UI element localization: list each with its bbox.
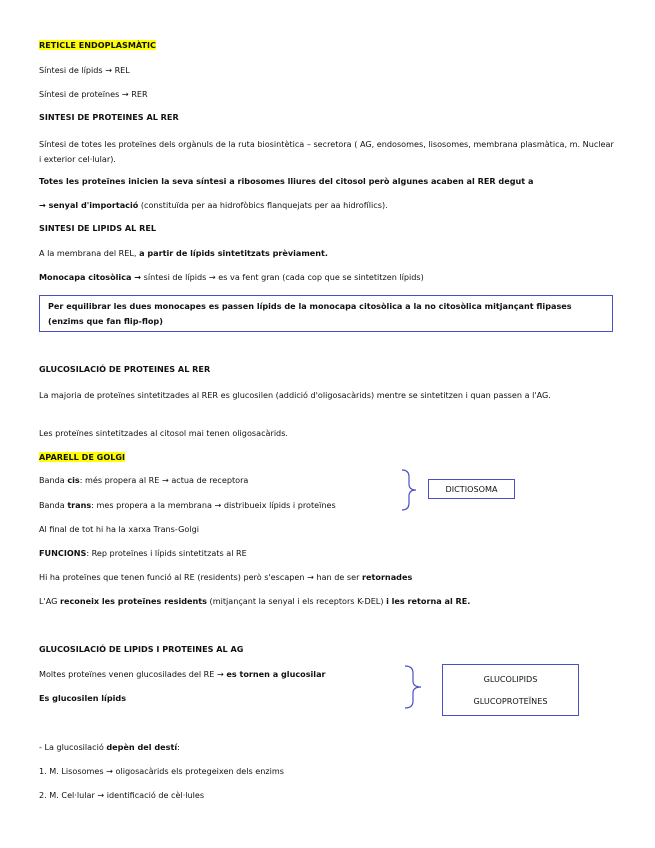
section-heading-sintesi-lipids: SINTESI DE LIPIDS AL REL: [39, 223, 157, 233]
banda-trans-rest: : mes propera a la membrana → distribueix lípids i proteïnes: [91, 500, 336, 510]
line-banda-cis: [39, 475, 248, 486]
glucosilades-bold: es tornen a glucosilar: [226, 669, 326, 679]
line-banda-trans: [39, 500, 336, 511]
residents-regular: Hi ha proteïnes que tenen funció al RE (residents) però s'escapen → han de ser: [39, 572, 363, 582]
line-sintesi-proteines-rer: Síntesi de proteïnes → RER: [39, 89, 148, 99]
section-heading-golgi: [39, 452, 125, 463]
paragraph-ruta-biosintetica: Síntesi de totes les proteïnes dels orgànuls de la ruta biosintètica – secretora ( AG, endosomes, lisosomes, membrana plasmàtica, m. Nuclear i exterior cel·lular).: [39, 139, 614, 164]
kdel-part-c: (mitjançant la senyal i els receptors K-DEL): [206, 596, 387, 606]
glucolipids-glucoproteines-box: [442, 664, 579, 716]
glucoproteines-label: GLUCOPROTEÏNES: [473, 696, 548, 706]
kdel-part-b: reconeix les proteïnes residents: [59, 596, 207, 606]
line-glucosilen-lipids: Es glucosilen lípids: [39, 693, 127, 703]
list-item-cellular: 2. M. Cel·lular → identificació de cèl·lules: [39, 790, 205, 800]
senyal-importacio-bold: → senyal d'importació: [39, 200, 139, 210]
funcions-label: FUNCIONS: [39, 548, 87, 558]
curly-brace-icon: [400, 469, 422, 511]
section-heading-reticle: [39, 40, 156, 51]
line-membrana-rel: [39, 248, 328, 259]
line-xarxa-trans-golgi: Al final de tot hi ha la xarxa Trans-Golgi: [39, 524, 199, 534]
desti-bold: depèn del destí: [106, 742, 178, 752]
section-heading-sintesi-proteines: SINTESI DE PROTEINES AL RER: [39, 112, 179, 122]
line-proteines-citosol: Les proteïnes sintetitzades al citosol mai tenen oligosacàrids.: [39, 428, 288, 438]
banda-trans-label: trans: [67, 500, 92, 510]
desti-regular-b: :: [177, 742, 180, 752]
section-heading-glucosilacio-ag: GLUCOSILACIÓ DE LIPIDS I PROTEINES AL AG: [39, 644, 244, 654]
line-receptors-kdel: [39, 596, 470, 607]
residents-bold: retornades: [362, 572, 413, 582]
membrana-rel-bold: a partir de lípids sintetitzats prèviament.: [139, 248, 329, 258]
line-senyal-importacio: [39, 200, 388, 211]
line-depen-desti: [39, 742, 180, 753]
flipases-note-text: Per equilibrar les dues monocapes es passen lípids de la monocapa citosòlica a la no citosòlica mitjançant flipases (enzims que fan flip-flop): [48, 301, 572, 326]
kdel-part-d: i les retorna al RE.: [386, 596, 471, 606]
dictiosoma-label: DICTIOSOMA: [445, 484, 498, 494]
glucolipids-label: GLUCOLIPIDS: [483, 674, 538, 684]
banda-cis-prefix: Banda: [39, 475, 68, 485]
glucosilades-regular: Moltes proteïnes venen glucosilades del RE →: [39, 669, 227, 679]
desti-regular-a: - La glucosilació: [39, 742, 107, 752]
line-sintesi-lipids-rel: Síntesi de lípids → REL: [39, 65, 130, 75]
curly-brace-icon: [403, 665, 427, 709]
line-monocapa-citosolica: [39, 272, 424, 283]
line-proteines-glucosilades: [39, 669, 326, 680]
line-funcions: [39, 548, 247, 559]
dictiosoma-box: [428, 479, 515, 499]
banda-trans-prefix: Banda: [39, 500, 68, 510]
funcions-rest: : Rep proteïnes i lípids sintetitzats al RE: [86, 548, 247, 558]
section-heading-glucosilacio-rer: GLUCOSILACIÓ DE PROTEINES AL RER: [39, 364, 211, 374]
membrana-rel-regular: A la membrana del REL,: [39, 248, 140, 258]
highlighted-heading-text: APARELL DE GOLGI: [39, 452, 126, 462]
highlighted-heading-text: RETICLE ENDOPLASMÀTIC: [39, 40, 156, 50]
kdel-part-a: L'AG: [39, 596, 60, 606]
senyal-importacio-rest: (constituïda per aa hidrofòbics flanquejats per aa hidrofílics).: [138, 200, 388, 210]
line-proteines-residents: [39, 572, 412, 583]
monocapa-rest: síntesi de lípids → es va fent gran (cada cop que se sintetitzen lípids): [141, 272, 424, 282]
banda-cis-rest: : més propera al RE → actua de receptora: [79, 475, 249, 485]
monocapa-bold: Monocapa citosòlica →: [39, 272, 142, 282]
line-ribosomes-lliures: Totes les proteïnes inicien la seva síntesi a ribosomes lliures del citosol però algunes acaben al RER degut a: [39, 176, 534, 186]
flipases-note-box: [39, 295, 613, 332]
paragraph-glucosilacio-rer: La majoria de proteïnes sintetitzades al RER es glucosilen (addició d'oligosacàrids) mentre se sintetitzen i quan passen a l'AG.: [39, 390, 551, 400]
list-item-lisosomes: 1. M. Lisosomes → oligosacàrids els protegeixen dels enzims: [39, 766, 285, 776]
banda-cis-label: cis: [67, 475, 80, 485]
